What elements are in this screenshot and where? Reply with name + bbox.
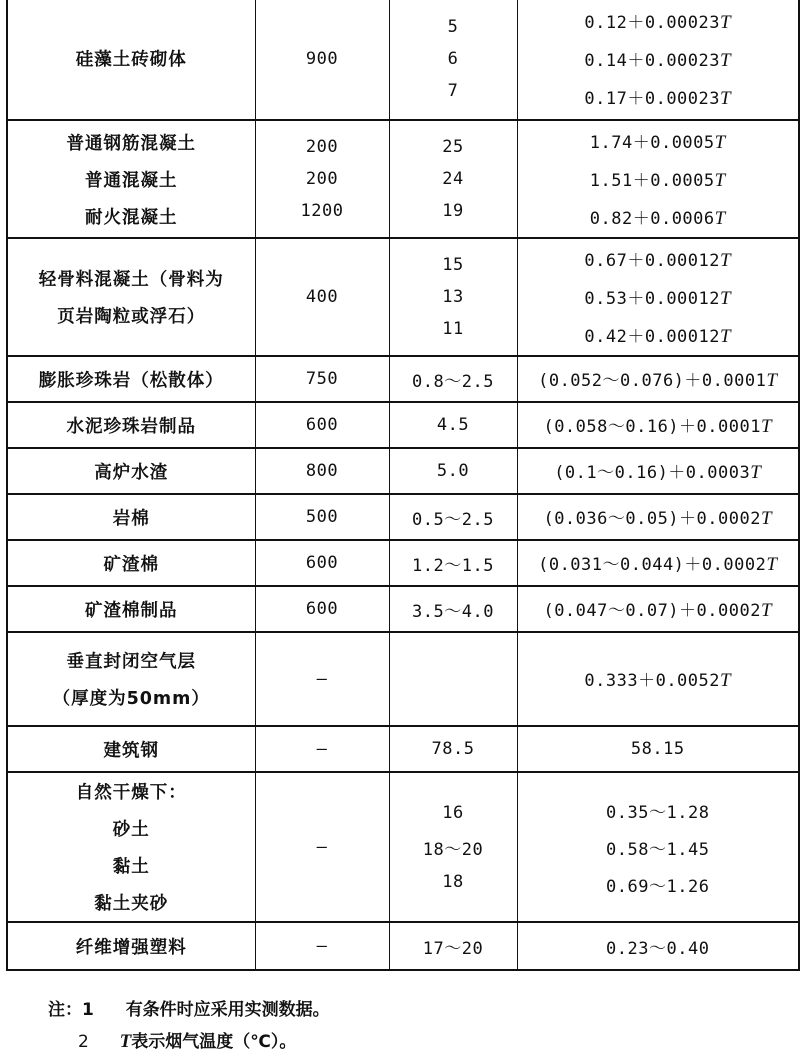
cell-line: (0.052～0.076)＋0.0001T <box>538 370 778 391</box>
max-temperature-cell <box>389 448 517 494</box>
thermal-conductivity-cell <box>517 494 799 540</box>
density-cell <box>255 448 389 494</box>
cell-line: 自然干燥下： <box>75 783 187 803</box>
table-notes <box>48 994 330 1058</box>
cell-line: 17～20 <box>422 938 484 959</box>
thermal-conductivity-cell <box>517 726 799 772</box>
material-properties-table <box>6 0 800 971</box>
cell-line: 600 <box>305 415 339 435</box>
cell-line: (0.047～0.07)＋0.0002T <box>543 600 773 621</box>
cell-line: 膨胀珍珠岩（松散体） <box>38 370 224 391</box>
table-body <box>7 0 799 970</box>
cell-line: 0.82＋0.0006T <box>589 208 726 229</box>
cell-line: 78.5 <box>431 739 475 759</box>
table-row <box>7 120 799 238</box>
material-name-cell <box>7 0 255 120</box>
cell-line: 0.5～2.5 <box>412 509 494 530</box>
cell-line: 黏土 <box>112 857 150 877</box>
cell-line: 16 <box>442 802 464 823</box>
material-name-cell <box>7 448 255 494</box>
table-row <box>7 0 799 120</box>
thermal-conductivity-cell <box>517 632 799 726</box>
note-1 <box>48 994 330 1026</box>
density-cell <box>255 356 389 402</box>
max-temperature-cell <box>389 632 517 726</box>
cell-line: 耐火混凝土 <box>85 207 178 228</box>
table-row <box>7 540 799 586</box>
table-row <box>7 238 799 356</box>
cell-line: 1.51＋0.0005T <box>589 170 726 191</box>
cell-line: 黏土夹砂 <box>94 894 169 914</box>
cell-line: 19 <box>442 201 464 221</box>
cell-line: 24 <box>442 169 464 189</box>
density-cell <box>255 586 389 632</box>
cell-line: (0.058～0.16)＋0.0001T <box>543 416 773 437</box>
cell-line: 纤维增强塑料 <box>75 937 187 958</box>
thermal-conductivity-cell <box>517 238 799 356</box>
cell-line: 0.333＋0.0052T <box>584 670 732 691</box>
cell-line: 5 <box>447 16 459 37</box>
max-temperature-cell <box>389 586 517 632</box>
density-cell <box>255 632 389 726</box>
cell-line: 900 <box>305 48 339 69</box>
max-temperature-cell <box>389 0 517 120</box>
note-1-text: 有条件时应采用实测数据。 <box>125 1000 330 1020</box>
material-name-cell <box>7 494 255 540</box>
table-row <box>7 448 799 494</box>
cell-line: 0.12＋0.00023T <box>584 11 732 33</box>
table-row <box>7 356 799 402</box>
cell-line: 200 <box>305 137 339 157</box>
material-name-cell <box>7 772 255 922</box>
note-1-prefix: 注：1 <box>48 1000 94 1020</box>
thermal-conductivity-cell <box>517 402 799 448</box>
cell-line: 4.5 <box>436 415 470 435</box>
table-row <box>7 726 799 772</box>
cell-line: 1.2～1.5 <box>412 555 494 576</box>
cell-line: 岩棉 <box>112 508 150 529</box>
cell-line: 0.67＋0.00012T <box>584 250 732 271</box>
material-name-cell <box>7 540 255 586</box>
cell-line: 750 <box>305 369 339 389</box>
thermal-conductivity-cell <box>517 586 799 632</box>
cell-line: (0.036～0.05)＋0.0002T <box>543 508 773 529</box>
max-temperature-cell <box>389 772 517 922</box>
thermal-conductivity-cell <box>517 0 799 120</box>
cell-line: 1200 <box>300 201 344 221</box>
density-cell <box>255 540 389 586</box>
max-temperature-cell <box>389 402 517 448</box>
cell-line: 水泥珍珠岩制品 <box>66 416 196 437</box>
cell-line: — <box>316 669 328 689</box>
cell-line: 普通混凝土 <box>85 170 178 191</box>
cell-line: 0.69～1.26 <box>606 876 710 897</box>
table-row <box>7 586 799 632</box>
max-temperature-cell <box>389 726 517 772</box>
cell-line: 0.14＋0.00023T <box>584 49 732 71</box>
cell-line: — <box>316 837 328 857</box>
max-temperature-cell <box>389 540 517 586</box>
max-temperature-cell <box>389 356 517 402</box>
cell-line: 垂直封闭空气层 <box>66 652 196 672</box>
cell-line: 页岩陶粒或浮石） <box>57 307 206 327</box>
cell-line: 0.53＋0.00012T <box>584 288 732 309</box>
cell-line: 15 <box>442 255 464 275</box>
cell-line: 0.8～2.5 <box>412 371 494 392</box>
cell-line: 3.5～4.0 <box>412 601 494 622</box>
cell-line: — <box>316 936 328 956</box>
cell-line: 0.35～1.28 <box>606 802 710 823</box>
cell-line: 18～20 <box>422 839 484 860</box>
density-cell <box>255 772 389 922</box>
note-2 <box>48 1026 330 1058</box>
cell-line: 500 <box>305 507 339 527</box>
material-name-cell <box>7 586 255 632</box>
table-row <box>7 772 799 922</box>
max-temperature-cell <box>389 120 517 238</box>
cell-line: 6 <box>447 48 459 69</box>
thermal-conductivity-cell <box>517 772 799 922</box>
density-cell <box>255 0 389 120</box>
thermal-conductivity-cell <box>517 540 799 586</box>
thermal-conductivity-cell <box>517 120 799 238</box>
density-cell <box>255 922 389 970</box>
table-row <box>7 494 799 540</box>
cell-line: (0.1～0.16)＋0.0003T <box>554 462 762 483</box>
cell-line: 1.74＋0.0005T <box>589 132 726 153</box>
cell-line: — <box>316 739 328 759</box>
cell-line: 11 <box>442 319 464 339</box>
cell-line: 普通钢筋混凝土 <box>66 133 196 154</box>
table-row <box>7 402 799 448</box>
max-temperature-cell <box>389 922 517 970</box>
material-name-cell <box>7 356 255 402</box>
cell-line: 矿渣棉 <box>103 554 159 575</box>
table-row <box>7 632 799 726</box>
cell-line: 5.0 <box>436 461 470 481</box>
density-cell <box>255 494 389 540</box>
density-cell <box>255 238 389 356</box>
cell-line: 800 <box>305 461 339 481</box>
cell-line: 7 <box>447 80 459 101</box>
note-2-text: T表示烟气温度（℃）。 <box>119 1031 297 1052</box>
max-temperature-cell <box>389 494 517 540</box>
material-name-cell <box>7 120 255 238</box>
cell-line: 200 <box>305 169 339 189</box>
material-name-cell <box>7 726 255 772</box>
cell-line: （厚度为50mm） <box>52 689 210 709</box>
cell-line: 0.42＋0.00012T <box>584 326 732 347</box>
cell-line: 400 <box>305 287 339 307</box>
material-name-cell <box>7 632 255 726</box>
cell-line: 25 <box>442 137 464 157</box>
table-row <box>7 922 799 970</box>
cell-line: 建筑钢 <box>103 740 159 761</box>
cell-line: 600 <box>305 553 339 573</box>
cell-line: 高炉水渣 <box>94 462 169 483</box>
cell-line: 13 <box>442 287 464 307</box>
density-cell <box>255 402 389 448</box>
material-name-cell <box>7 922 255 970</box>
cell-line: 58.15 <box>630 739 685 759</box>
material-name-cell <box>7 238 255 356</box>
density-cell <box>255 120 389 238</box>
cell-line: 0.17＋0.00023T <box>584 87 732 109</box>
cell-line: 18 <box>442 871 464 892</box>
thermal-conductivity-cell <box>517 922 799 970</box>
cell-line: 矿渣棉制品 <box>85 600 178 621</box>
density-cell <box>255 726 389 772</box>
cell-line: (0.031～0.044)＋0.0002T <box>538 554 778 575</box>
cell-line: 硅藻土砖砌体 <box>75 50 187 70</box>
thermal-conductivity-cell <box>517 448 799 494</box>
cell-line: 0.23～0.40 <box>606 938 710 959</box>
cell-line: 0.58～1.45 <box>606 839 710 860</box>
max-temperature-cell <box>389 238 517 356</box>
note-2-number: 2 <box>78 1032 89 1052</box>
material-name-cell <box>7 402 255 448</box>
cell-line: 轻骨料混凝土（骨料为 <box>38 270 224 290</box>
cell-line: 砂土 <box>112 820 150 840</box>
thermal-conductivity-cell <box>517 356 799 402</box>
cell-line: 600 <box>305 599 339 619</box>
